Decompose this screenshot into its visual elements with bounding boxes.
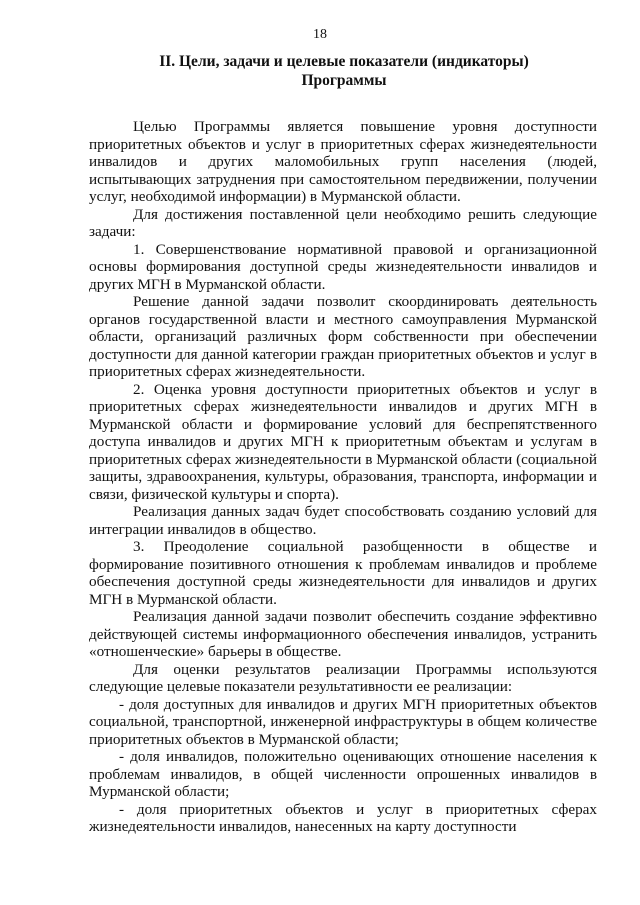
section-heading bbox=[90, 52, 598, 90]
paragraph-task-2: 2. Оценка уровня доступности приоритетных объектов и услуг в приоритетных сферах жизнедеятельности инвалидов и других МГН в Мурманской области и формирование условий для беспрепятственного доступа инвалидов и других МГН к приоритетным объектам и услугам в приоритетных сферах жизнедеятельности в Мурманской области (социальной защиты, здравоохранения, культуры, образования, транспорта, информации и связи, физической культуры и спорта). bbox=[89, 380, 597, 503]
paragraph-task-1: 1. Совершенствование нормативной правовой и организационной основы формирования доступной среды жизнедеятельности инвалидов и других МГН в Мурманской области. bbox=[89, 240, 597, 293]
indicator-item: - доля инвалидов, положительно оценивающих отношение населения к проблемам инвалидов, в общей численности опрошенных инвалидов в Мурманской области; bbox=[89, 748, 597, 800]
paragraph-task-3: 3. Преодоление социальной разобщенности в обществе и формирование позитивного отношения к проблемам инвалидов и проблеме обеспечения доступной среды жизнедеятельности для инвалидов и других МГН в Мурманской области. bbox=[89, 538, 597, 608]
indicator-item: - доля приоритетных объектов и услуг в приоритетных сферах жизнедеятельности инвалидов, нанесенных на карту доступности bbox=[89, 800, 597, 835]
paragraph-tasks-intro: Для достижения поставленной цели необходимо решить следующие задачи: bbox=[89, 205, 597, 240]
document-body bbox=[89, 118, 597, 836]
section-heading-line-1: II. Цели, задачи и целевые показатели (индикаторы) bbox=[159, 53, 529, 70]
paragraph-task-1-solution: Решение данной задачи позволит скоординировать деятельность органов государственной власти и местного самоуправления Мурманской области, организаций различных форм собственности при обеспечении доступности для данной категории граждан приоритетных объектов и услуг в приоритетных сферах жизнедеятельности. bbox=[89, 293, 597, 380]
section-heading-line-2: Программы bbox=[301, 72, 387, 89]
paragraph-task-2-result: Реализация данных задач будет способствовать созданию условий для интеграции инвалидов в общество. bbox=[89, 503, 597, 538]
paragraph-indicators-intro: Для оценки результатов реализации Программы используются следующие целевые показатели результативности ее реализации: bbox=[89, 660, 597, 695]
indicator-item: - доля доступных для инвалидов и других МГН приоритетных объектов социальной, транспортной, инженерной инфраструктуры в общем количестве приоритетных объектов в Мурманской области; bbox=[89, 695, 597, 748]
page-number: 18 bbox=[313, 27, 327, 42]
paragraph-goal: Целью Программы является повышение уровня доступности приоритетных объектов и услуг в приоритетных сферах жизнедеятельности инвалидов и других маломобильных групп населения (людей, испытывающих затруднения при самостоятельном передвижении, получении услуг, необходимой информации) в Мурманской области. bbox=[89, 118, 597, 205]
paragraph-task-3-result: Реализация данной задачи позволит обеспечить создание эффективно действующей системы информационного обеспечения инвалидов, устранить «отношенческие» барьеры в обществе. bbox=[89, 608, 597, 660]
